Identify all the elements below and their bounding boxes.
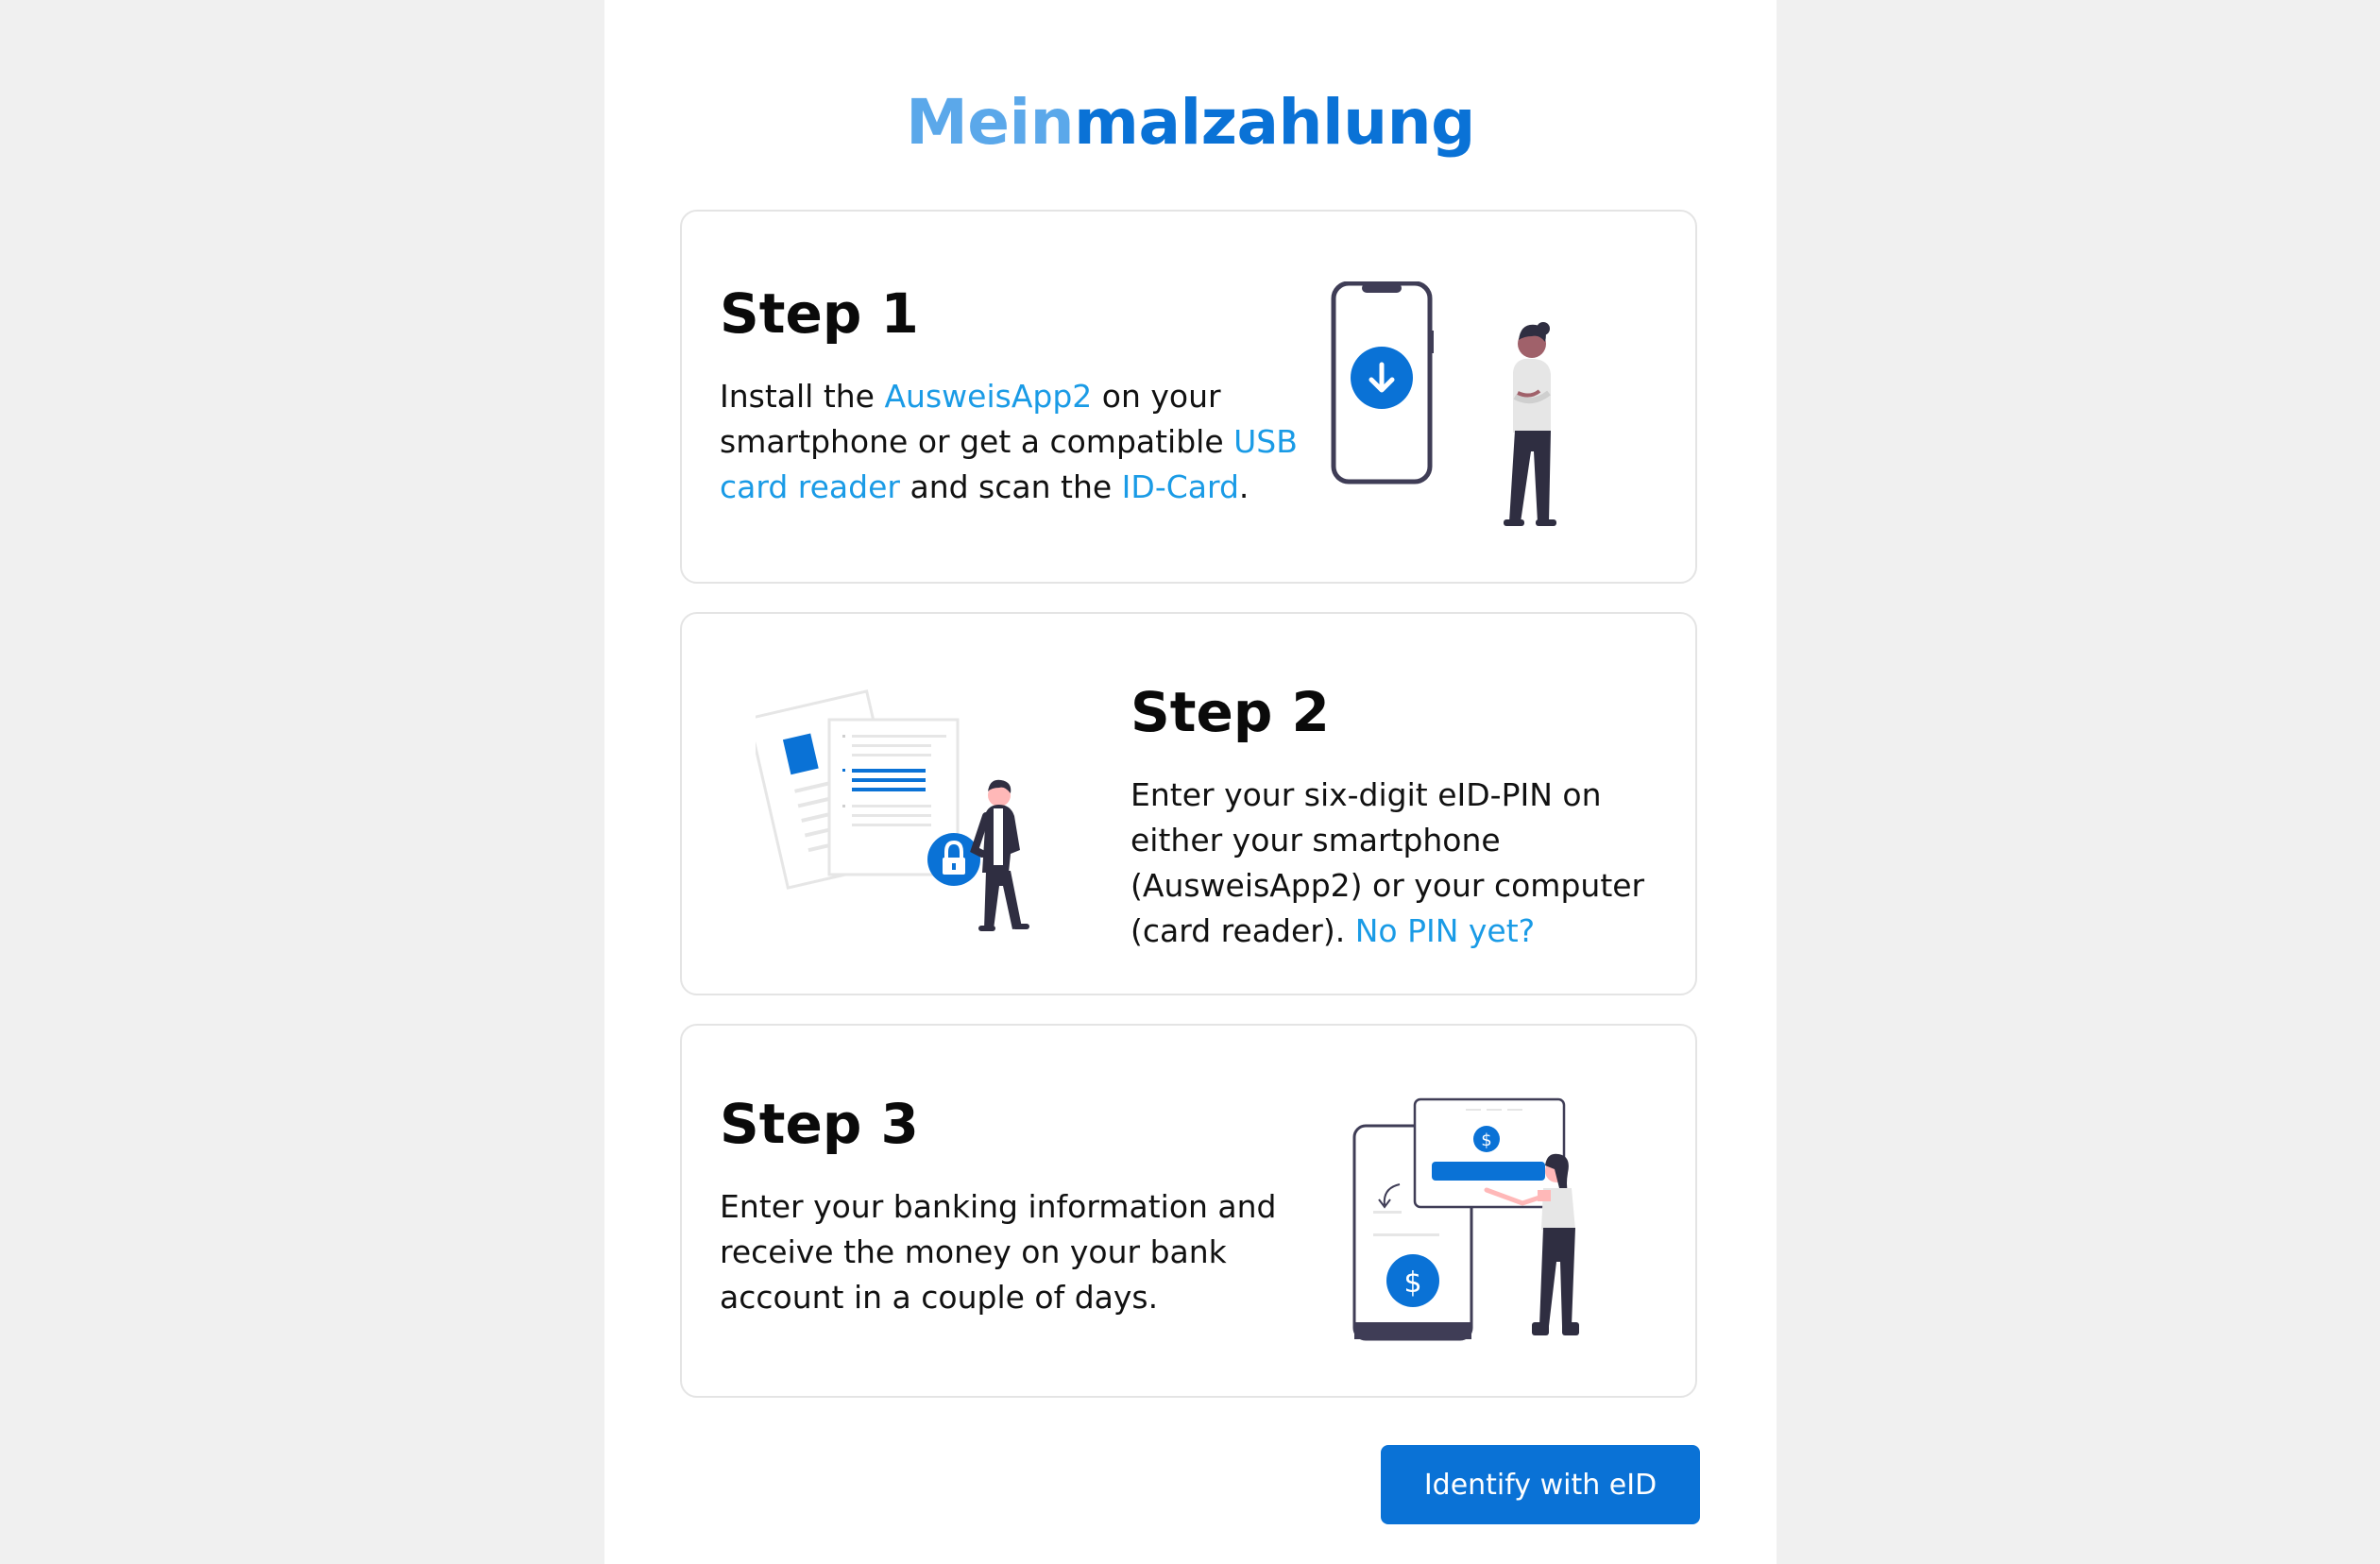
- step-1-text-segment: and scan the: [899, 468, 1122, 505]
- brand-logo-part2: malzahlung: [1074, 86, 1475, 159]
- step-2-title: Step 2: [1130, 680, 1330, 744]
- step-3-text: Enter your banking information and receive the money on your bank account in a couple of days.: [720, 1188, 1277, 1316]
- banking-payment-illustration: [1352, 1097, 1598, 1345]
- usb-card-reader-link[interactable]: USB card reader: [720, 423, 1298, 505]
- no-pin-yet-link[interactable]: No PIN yet?: [1354, 912, 1536, 949]
- step-2-text-segment: Enter your six-digit eID-PIN on either your smartphone (AusweisApp2) or your computer (card reader).: [1130, 776, 1645, 949]
- identify-with-eid-button[interactable]: Identify with eID: [1381, 1445, 1700, 1524]
- svg-text:$: $: [1403, 1266, 1422, 1300]
- download-arrow-icon: [1351, 347, 1413, 409]
- svg-text:$: $: [1481, 1130, 1492, 1150]
- dollar-icon: [1386, 1254, 1439, 1307]
- step-1-card: [680, 210, 1697, 584]
- step-3-title: Step 3: [720, 1092, 919, 1156]
- step-3-card: [680, 1024, 1697, 1398]
- step-2-card: [680, 612, 1697, 995]
- dollar-icon: [1473, 1126, 1500, 1152]
- step-2-text: [1130, 773, 1659, 954]
- document-illustration: [756, 691, 958, 888]
- smartphone-download-illustration: [1324, 281, 1589, 531]
- brand-logo-part1: Mein: [906, 86, 1075, 159]
- documents-lock-illustration: [756, 684, 1048, 937]
- person-illustration: [975, 780, 1029, 931]
- step-1-text-segment: Install the: [720, 378, 885, 415]
- lock-icon: [927, 833, 980, 886]
- step-1-text-segment: .: [1238, 468, 1250, 505]
- main-page: [604, 0, 1776, 1564]
- ausweisapp2-link[interactable]: AusweisApp2: [884, 378, 1093, 415]
- step-1-text: [720, 374, 1324, 510]
- id-card-link[interactable]: ID-Card: [1121, 468, 1239, 505]
- step-1-text-segment: on your smartphone or get a compatible: [720, 378, 1234, 460]
- person-illustration: [1504, 322, 1556, 526]
- brand-logo[interactable]: [604, 83, 1776, 162]
- step-1-title: Step 1: [720, 281, 919, 346]
